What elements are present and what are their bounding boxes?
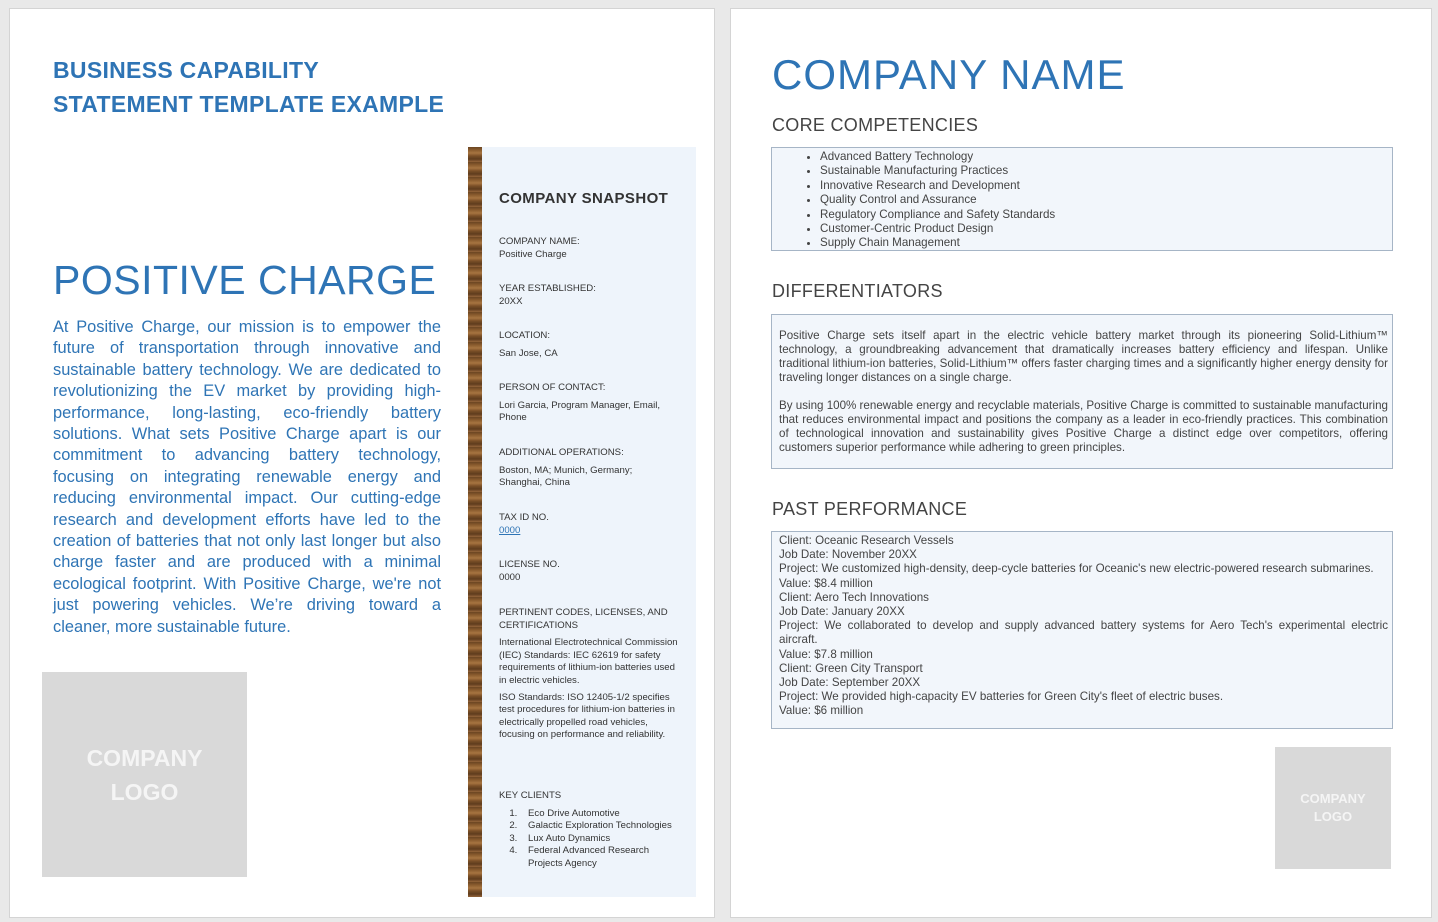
contact-value: Lori Garcia, Program Manager, Email, Phone	[499, 399, 661, 424]
codes-iec: International Electrotechnical Commission (IEC) Standards: IEC 62619 for safety requirements of lithium-ion batteries used in electric vehicles.	[499, 637, 678, 686]
snapshot-title: COMPANY SNAPSHOT	[499, 190, 669, 207]
performance-line: Value: $6 million	[779, 704, 864, 718]
competency-item: • Innovative Research and Development	[820, 179, 1392, 193]
year-value: 20XX	[499, 295, 523, 307]
codes-iso: ISO Standards: ISO 12405-1/2 specifies test procedures for lithium-ion batteries in electrically propelled road vehicles, focusing on performance and reliability.	[499, 691, 675, 741]
company-snapshot-panel	[482, 147, 696, 897]
license-value: 0000	[499, 571, 521, 583]
document-title	[53, 53, 473, 121]
performance-line: Job Date: November 20XX	[779, 548, 917, 562]
logo-line-2: LOGO	[110, 778, 179, 805]
logo-line-1: COMPANY	[1300, 791, 1366, 806]
contact-label: PERSON OF CONTACT:	[499, 382, 606, 393]
competency-item: • Customer-Centric Product Design	[820, 222, 1392, 236]
clients-label: KEY CLIENTS	[499, 790, 562, 801]
clients-list	[499, 808, 685, 871]
client-item: 3. Lux Auto Dynamics	[520, 833, 685, 846]
competency-item: • Quality Control and Assurance	[820, 193, 1392, 207]
logo-line-2: LOGO	[1313, 809, 1353, 824]
snapshot-codes	[499, 607, 679, 742]
performance-line: Project: We provided high-capacity EV batteries for Green City's fleet of electric buses.	[779, 690, 1224, 704]
performance-line: Client: Green City Transport	[779, 661, 923, 675]
operations-value: Boston, MA; Munich, Germany; Shanghai, China	[499, 464, 633, 489]
right-page	[730, 8, 1432, 918]
core-competencies-heading: CORE COMPETENCIES	[772, 115, 979, 135]
location-value: San Jose, CA	[499, 347, 558, 359]
snapshot-license	[499, 559, 685, 584]
location-label: LOCATION:	[499, 330, 550, 341]
core-competencies-box	[771, 147, 1393, 251]
license-label: LICENSE NO.	[499, 559, 560, 570]
performance-line: Client: Aero Tech Innovations	[779, 590, 929, 604]
company-name-label: COMPANY NAME:	[499, 236, 580, 247]
logo-line-1: COMPANY	[86, 744, 203, 771]
competencies-list	[772, 148, 1392, 251]
codes-label: PERTINENT CODES, LICENSES, AND CERTIFICATIONS	[499, 607, 668, 631]
title-line-2: STATEMENT TEMPLATE EXAMPLE	[53, 91, 445, 117]
tax-label: TAX ID NO.	[499, 512, 549, 523]
snapshot-contact	[499, 382, 685, 425]
company-logo-placeholder	[42, 672, 247, 877]
competency-item: • Regulatory Compliance and Safety Standards	[820, 208, 1392, 222]
snapshot-key-clients	[499, 790, 685, 871]
company-logo-placeholder-small	[1275, 747, 1391, 869]
performance-line: Job Date: January 20XX	[779, 605, 905, 619]
differentiators-paragraph-1: Positive Charge sets itself apart in the electric vehicle battery market through its pioneering Solid-Lithium™ technology, a groundbreaking advancement that dramatically increases battery efficiency and lifespan. Unlike traditional lithium-ion batteries, Solid-Lithium™ offers faster charging times and a significantly higher energy density for traveling longer distances on a single charge.	[779, 329, 1388, 384]
company-name-heading: COMPANY NAME	[772, 51, 1126, 98]
performance-line: Value: $8.4 million	[779, 576, 873, 590]
client-item: 4. Federal Advanced Research Projects Agency	[520, 845, 685, 870]
past-performance-heading: PAST PERFORMANCE	[772, 499, 968, 519]
client-item: 2. Galactic Exploration Technologies	[520, 820, 685, 833]
wood-texture-strip	[468, 147, 482, 897]
snapshot-operations	[499, 447, 685, 490]
performance-line: Job Date: September 20XX	[779, 676, 921, 690]
past-performance-box	[771, 531, 1393, 729]
performance-line: Value: $7.8 million	[779, 647, 873, 661]
snapshot-year	[499, 283, 685, 308]
differentiators-paragraph-2: By using 100% renewable energy and recyclable materials, Positive Charge is committed to sustainable manufacturing that reduces environmental impact and positions the company as a leader in eco-friendly practices. This combination of technological innovation and sustainability gives Positive Charge a distinct edge over competitors, offering customers superior performance while adhering to green principles.	[779, 399, 1388, 454]
year-label: YEAR ESTABLISHED:	[499, 283, 596, 294]
performance-line: Project: We collaborated to develop and supply advanced battery systems for Aero Tech's experimental electric aircraft.	[779, 619, 1388, 647]
company-name-value: Positive Charge	[499, 248, 567, 260]
differentiators-box	[771, 314, 1393, 469]
differentiators-heading: DIFFERENTIATORS	[772, 281, 943, 301]
competency-item: • Supply Chain Management	[820, 236, 1392, 250]
mission-statement: At Positive Charge, our mission is to empower the future of transportation through innovative and sustainable battery technology. We are dedicated to revolutionizing the EV market by providing high-performance, long-lasting, eco-friendly battery solutions. What sets Positive Charge apart is our commitment to advancing battery technology, focusing on integrating renewable energy and reducing environmental impact. Our cutting-edge research and development efforts have led to the creation of batteries that not only last longer but also charge faster and are produced with a minimal ecological footprint. With Positive Charge, we're not just powering vehicles. We’re driving toward a cleaner, more sustainable future.	[53, 318, 441, 636]
snapshot-location	[499, 330, 685, 360]
client-item: 1. Eco Drive Automotive	[520, 808, 685, 821]
performance-line: Client: Oceanic Research Vessels	[779, 534, 954, 547]
left-page	[9, 8, 715, 918]
operations-label: ADDITIONAL OPERATIONS:	[499, 447, 624, 458]
tax-value-link[interactable]: 0000	[499, 524, 521, 536]
performance-line: Project: We customized high-density, deep-cycle batteries for Oceanic's new electric-powered research submarines.	[779, 562, 1374, 576]
competency-item: • Sustainable Manufacturing Practices	[820, 164, 1392, 178]
competency-item: • Advanced Battery Technology	[820, 150, 1392, 164]
snapshot-tax-id	[499, 512, 685, 537]
snapshot-company-name	[499, 236, 685, 261]
company-heading: POSITIVE CHARGE	[53, 257, 437, 303]
title-line-1: BUSINESS CAPABILITY	[53, 57, 319, 83]
